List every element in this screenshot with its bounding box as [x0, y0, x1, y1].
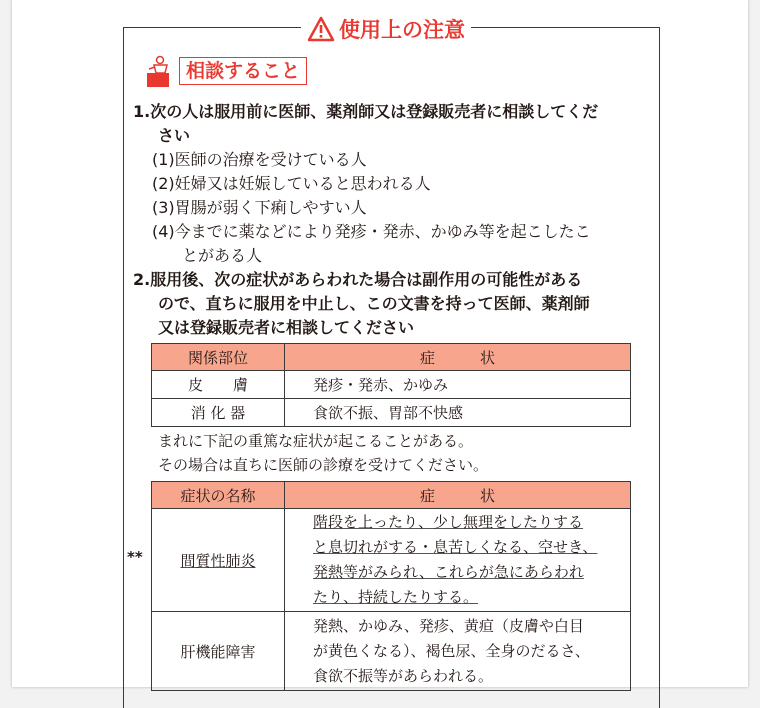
consult-section-header [145, 55, 307, 87]
rare-note-line2: その場合は直ちに医師の診療を受けてください。 [158, 456, 489, 474]
symptom-cell: 食欲不振、胃部不快感 [285, 399, 631, 427]
item1-heading-line1: 1.次の人は服用前に医師、薬剤師又は登録販売者に相談してくだ [133, 102, 599, 121]
symptom-line: 発熱等がみられ、これらが急にあらわれ [313, 563, 584, 581]
item1-subitem-4: (4)今までに薬などにより発疹・発赤、かゆみ等を起こしたこ [152, 222, 591, 241]
col-header-name: 症状の名称 [152, 482, 285, 509]
side-effects-table [151, 343, 631, 427]
symptom-line: が黄色くなる）、褐色尿、全身のだるさ、 [313, 641, 590, 660]
notice-title: 使用上の注意 [339, 18, 465, 42]
item2-heading-line3: 又は登録販売者に相談してください [158, 318, 415, 337]
serious-symptoms-table [151, 481, 631, 691]
revision-marker: ** [127, 548, 143, 566]
symptom-line: 階段を上ったり、少し無理をしたりする [313, 513, 584, 531]
col-header-part: 関係部位 [152, 344, 285, 371]
part-cell: 消 化 器 [152, 399, 285, 427]
symptom-line: 食欲不振等があらわれる。 [313, 666, 494, 685]
col-header-symptom: 症 状 [285, 482, 631, 509]
symptom-line: と息切れがする・息苦しくなる、空せき、 [313, 538, 598, 556]
item1-heading-line2: さい [158, 126, 191, 145]
warning-icon [307, 16, 335, 42]
rare-note-line1: まれに下記の重篤な症状が起こることがある。 [158, 432, 474, 450]
item1-subitem-1: (1)医師の治療を受けている人 [152, 150, 367, 169]
table-header-row [152, 482, 631, 509]
symptom-cell: 発疹・発赤、かゆみ [285, 371, 631, 399]
col-header-symptom: 症 状 [285, 344, 631, 371]
item2-heading-line2: ので、直ちに服用を中止し、この文書を持って医師、薬剤師 [158, 294, 590, 313]
item1-subitem-4-cont: とがある人 [182, 246, 263, 265]
item1-subitem-2: (2)妊婦又は妊娠していると思われる人 [152, 174, 431, 193]
table-row [152, 371, 631, 399]
document-page [12, 0, 748, 687]
symptom-line: たり、持続したりする。 [313, 588, 479, 606]
table-row [152, 399, 631, 427]
consult-section-title: 相談すること [179, 57, 307, 85]
symptom-name: 肝機能障害 [152, 612, 285, 691]
part-cell: 皮 膚 [152, 371, 285, 399]
table-header-row [152, 344, 631, 371]
symptom-name: 間質性肺炎 [180, 551, 256, 570]
item2-heading-line1: 2.服用後、次の症状があらわれた場合は副作用の可能性がある [133, 270, 583, 289]
table-row [152, 509, 631, 612]
symptom-line: 発熱、かゆみ、発疹、黄疸（皮膚や白目 [313, 616, 584, 635]
notice-header [301, 12, 471, 46]
table-row [152, 612, 631, 691]
item1-subitem-3: (3)胃腸が弱く下痢しやすい人 [152, 198, 367, 217]
consult-person-icon [145, 55, 171, 87]
